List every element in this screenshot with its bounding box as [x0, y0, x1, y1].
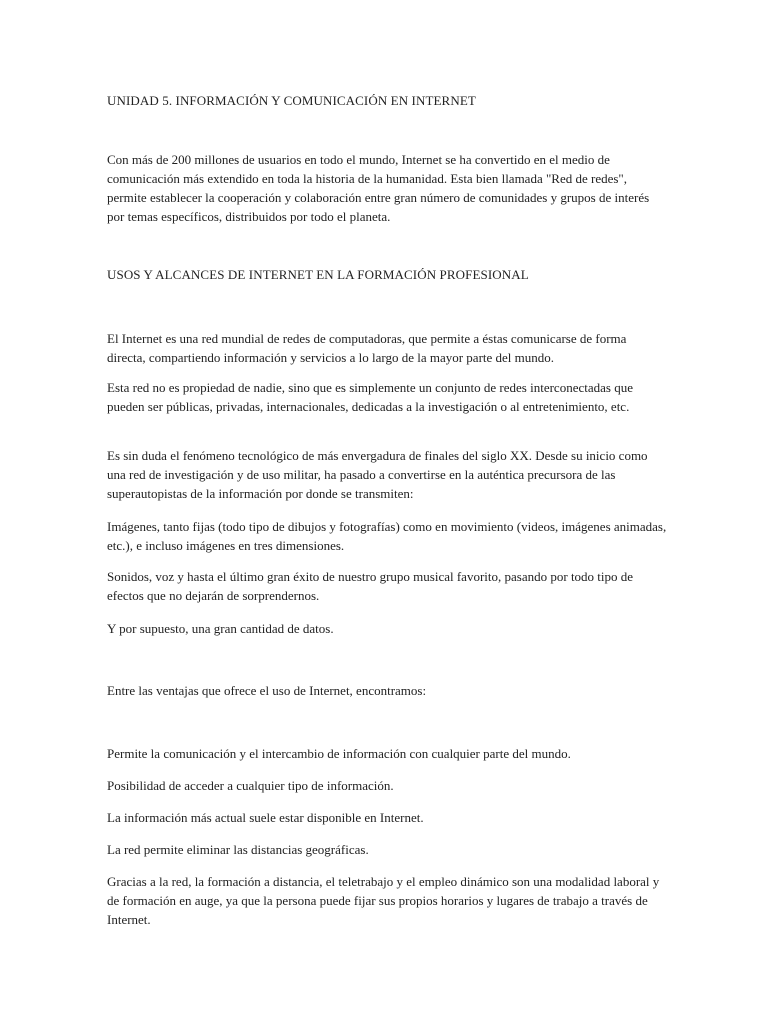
body-paragraph-4: Imágenes, tanto fijas (todo tipo de dibujos y fotografías) como en movimiento (videos, imágenes animadas, etc.), e incluso imágenes en tres dimensiones. [107, 519, 667, 553]
body-paragraph-2: Esta red no es propiedad de nadie, sino que es simplemente un conjunto de redes interconectadas que pueden ser públicas, privadas, internacionales, dedicadas a la investigación o al entretenimiento, etc. [107, 380, 633, 414]
body-paragraph-5: Sonidos, voz y hasta el último gran éxito de nuestro grupo musical favorito, pasando por todo tipo de efectos que no dejarán de sorprendernos. [107, 569, 634, 603]
advantages-intro: Entre las ventajas que ofrece el uso de Internet, encontramos: [107, 683, 427, 698]
intro-paragraph: Con más de 200 millones de usuarios en todo el mundo, Internet se ha convertido en el medio de comunicación más extendido en toda la historia de la humanidad. Esta bien llamada "Red de redes", permite establecer la cooperación y colaboración entre gran número de comunidades y grupos de interés por temas específicos, distribuidos por todo el planeta. [107, 152, 650, 224]
document-title: UNIDAD 5. INFORMACIÓN Y COMUNICACIÓN EN INTERNET [107, 93, 476, 108]
advantage-item-3: La información más actual suele estar disponible en Internet. [107, 810, 424, 825]
body-paragraph-1: El Internet es una red mundial de redes de computadoras, que permite a éstas comunicarse de forma directa, compartiendo información y servicios a lo largo de la mayor parte del mundo. [107, 331, 627, 365]
advantage-item-5: Gracias a la red, la formación a distancia, el teletrabajo y el empleo dinámico son una modalidad laboral y de formación en auge, ya que la persona puede fijar sus propios horarios y lugares de trabajo a través de Internet. [107, 874, 660, 927]
body-paragraph-6: Y por supuesto, una gran cantidad de datos. [107, 621, 334, 636]
section-heading: USOS Y ALCANCES DE INTERNET EN LA FORMACIÓN PROFESIONAL [107, 267, 529, 282]
advantage-item-2: Posibilidad de acceder a cualquier tipo de información. [107, 778, 394, 793]
advantage-item-4: La red permite eliminar las distancias geográficas. [107, 842, 369, 857]
body-paragraph-3: Es sin duda el fenómeno tecnológico de más envergadura de finales del siglo XX. Desde su inicio como una red de investigación y de uso militar, ha pasado a convertirse en la auténtica precursora de las superautopistas de la información por donde se transmiten: [107, 448, 648, 501]
advantage-item-1: Permite la comunicación y el intercambio de información con cualquier parte del mundo. [107, 746, 571, 761]
